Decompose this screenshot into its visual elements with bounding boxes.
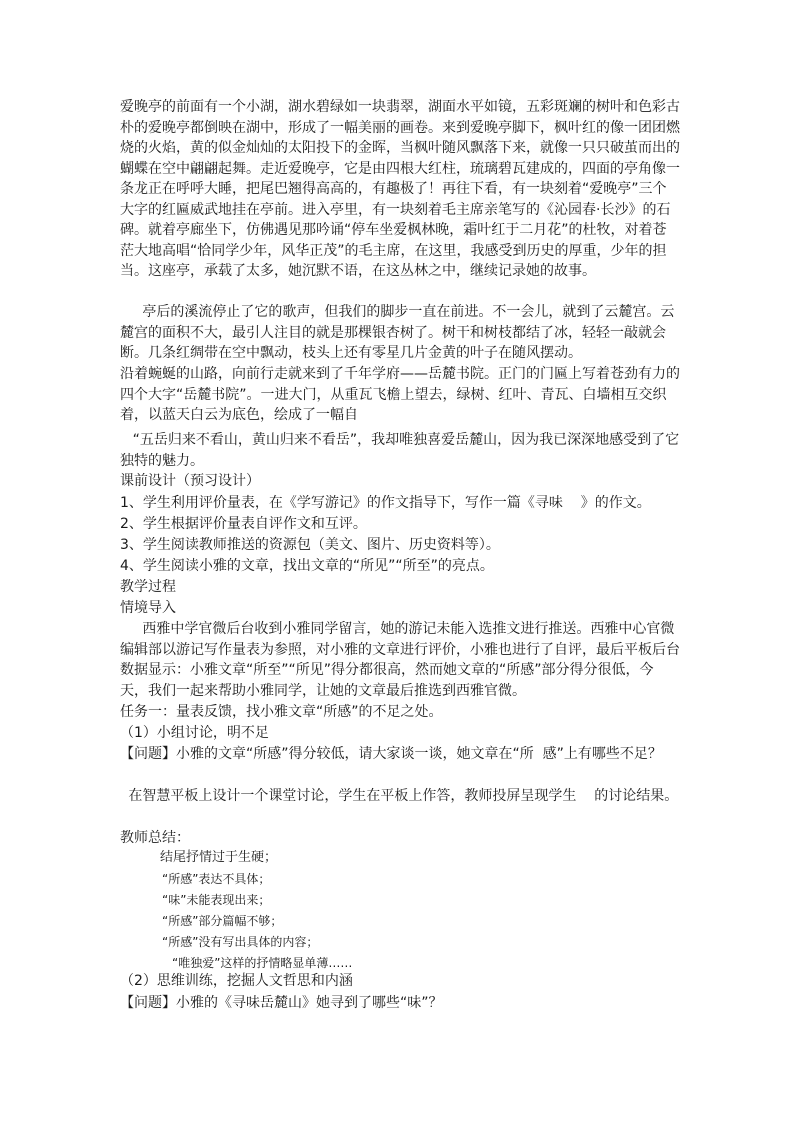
- paragraph-aiwan-pavilion: 爱晚亭的前面有一个小湖，湖水碧绿如一块翡翠，湖面水平如镜，五彩斑斓的树叶和色彩古朴的爱晚亭都倒映在湖中，形成了一幅美丽的画卷。来到爱晚亭脚下，枫叶红的像一团团燃烧的火焰，黄的似金灿灿的太阳投下的金晖，当枫叶随风飘落下来，就像一只只破茧而出的蝴蝶在空中翩翩起舞。走近爱晚亭，它是由四根大红柱，琉璃碧瓦建成的，四面的亭角像一条龙正在呼呼大睡，把尾巴翘得高高的，有趣极了！再往下看，有一块刻着“爱晚亭”三个大字的红匾威武地挂在亭前。进入亭里，有一块刻着毛主席亲笔写的《沁园春·长沙》的石碑。就着亭廊坐下，仿佛遇见那吟诵“停车坐爱枫林晚，霜叶红于二月花”的杜牧，对着苍茫大地高唱“恰同学少年，风华正茂”的毛主席，在这里，我感受到历史的厚重，少年的担当。这座亭，承载了太多，她沉默不语，在这丛林之中，继续记录她的故事。: [120, 99, 680, 279]
- pre-class-item-4: 4、学生阅读小雅的文章，找出文章的“所见”“所至”的亮点。: [120, 558, 494, 574]
- paragraph-smart-board: 在智慧平板上设计一个课堂讨论，学生在平板上作答，教师投屏呈现学生 的讨论结果。: [128, 788, 679, 804]
- pre-class-item-3: 3、学生阅读教师推送的资源包（美文、图片、历史资料等）。: [120, 537, 500, 553]
- summary-item-3: “味”未能表现出来；: [162, 893, 271, 907]
- paragraph-situation: 西雅中学官微后台收到小雅同学留言，她的游记未能入选推文进行推送。西雅中心官微编辑部以游记写作量表为参照，对小雅的文章进行评价，小雅也进行了自评，最后平板后台数据显示：小雅文章“所至”“所见”得分都很高，然而她文章的“所感”部分得分很低，今天，我们一起来帮助小雅同学，让她的文章最后推选到西雅官微。: [120, 621, 680, 699]
- sub-step-1: （1）小组讨论，明不足: [120, 725, 269, 741]
- question-2: 【问题】小雅的《寻味岳麓山》她寻到了哪些“味”？: [120, 995, 443, 1011]
- sub-step-2: （2）思维训练，挖掘人文哲思和内涵: [120, 973, 353, 989]
- pre-class-item-1: 1、学生利用评价量表，在《学写游记》的作文指导下，写作一篇《寻味 》的作文。: [120, 495, 651, 511]
- summary-item-1: 结尾抒情过于生硬；: [160, 850, 278, 865]
- task-one: 任务一：量表反馈，找小雅文章“所感”的不足之处。: [120, 704, 443, 720]
- paragraph-yunlu-palace: 亭后的溪流停止了它的歌声，但我们的脚步一直在前进。不一会儿，就到了云麓宫。云麓宫的面积不大，最引人注目的就是那棵银杏树了。树干和树枝都结了冰，轻轻一敲就会断。几条红绸带在空中飘动，枝头上还有零星几片金黄的叶子在随风摆动。: [120, 304, 675, 361]
- summary-item-5: “所感”没有写出具体的内容；: [162, 935, 319, 949]
- heading-pre-class-design: 课前设计（预习设计）: [120, 473, 260, 489]
- teacher-summary-label: 教师总结：: [120, 830, 190, 846]
- pre-class-item-2: 2、学生根据评价量表自评作文和互评。: [120, 516, 367, 532]
- summary-item-6: “唯独爱”这样的抒情略显单薄……: [172, 956, 353, 970]
- heading-situation-intro: 情境导入: [120, 600, 176, 616]
- question-1: 【问题】小雅的文章“所感”得分较低，请大家谈一谈，她文章在“所 感”上有哪些不足？: [120, 746, 662, 762]
- heading-teaching-process: 教学过程: [120, 579, 176, 595]
- paragraph-yuelu-academy: 沿着蜿蜒的山路，向前行走就来到了千年学府——岳麓书院。正门的门匾上写着苍劲有力的四个大字“岳麓书院”。一进大门，从重瓦飞檐上望去，绿树、红叶、青瓦、白墙相互交织着，以蓝天白云为底色，绘成了一幅自: [120, 366, 680, 423]
- summary-item-4: “所感”部分篇幅不够；: [162, 914, 283, 928]
- paragraph-conclusion: “五岳归来不看山，黄山归来不看岳”，我却唯独喜爱岳麓山，因为我已深深地感受到了它独特的魅力。: [120, 432, 680, 469]
- summary-item-2: “所感”表达不具体；: [162, 872, 271, 886]
